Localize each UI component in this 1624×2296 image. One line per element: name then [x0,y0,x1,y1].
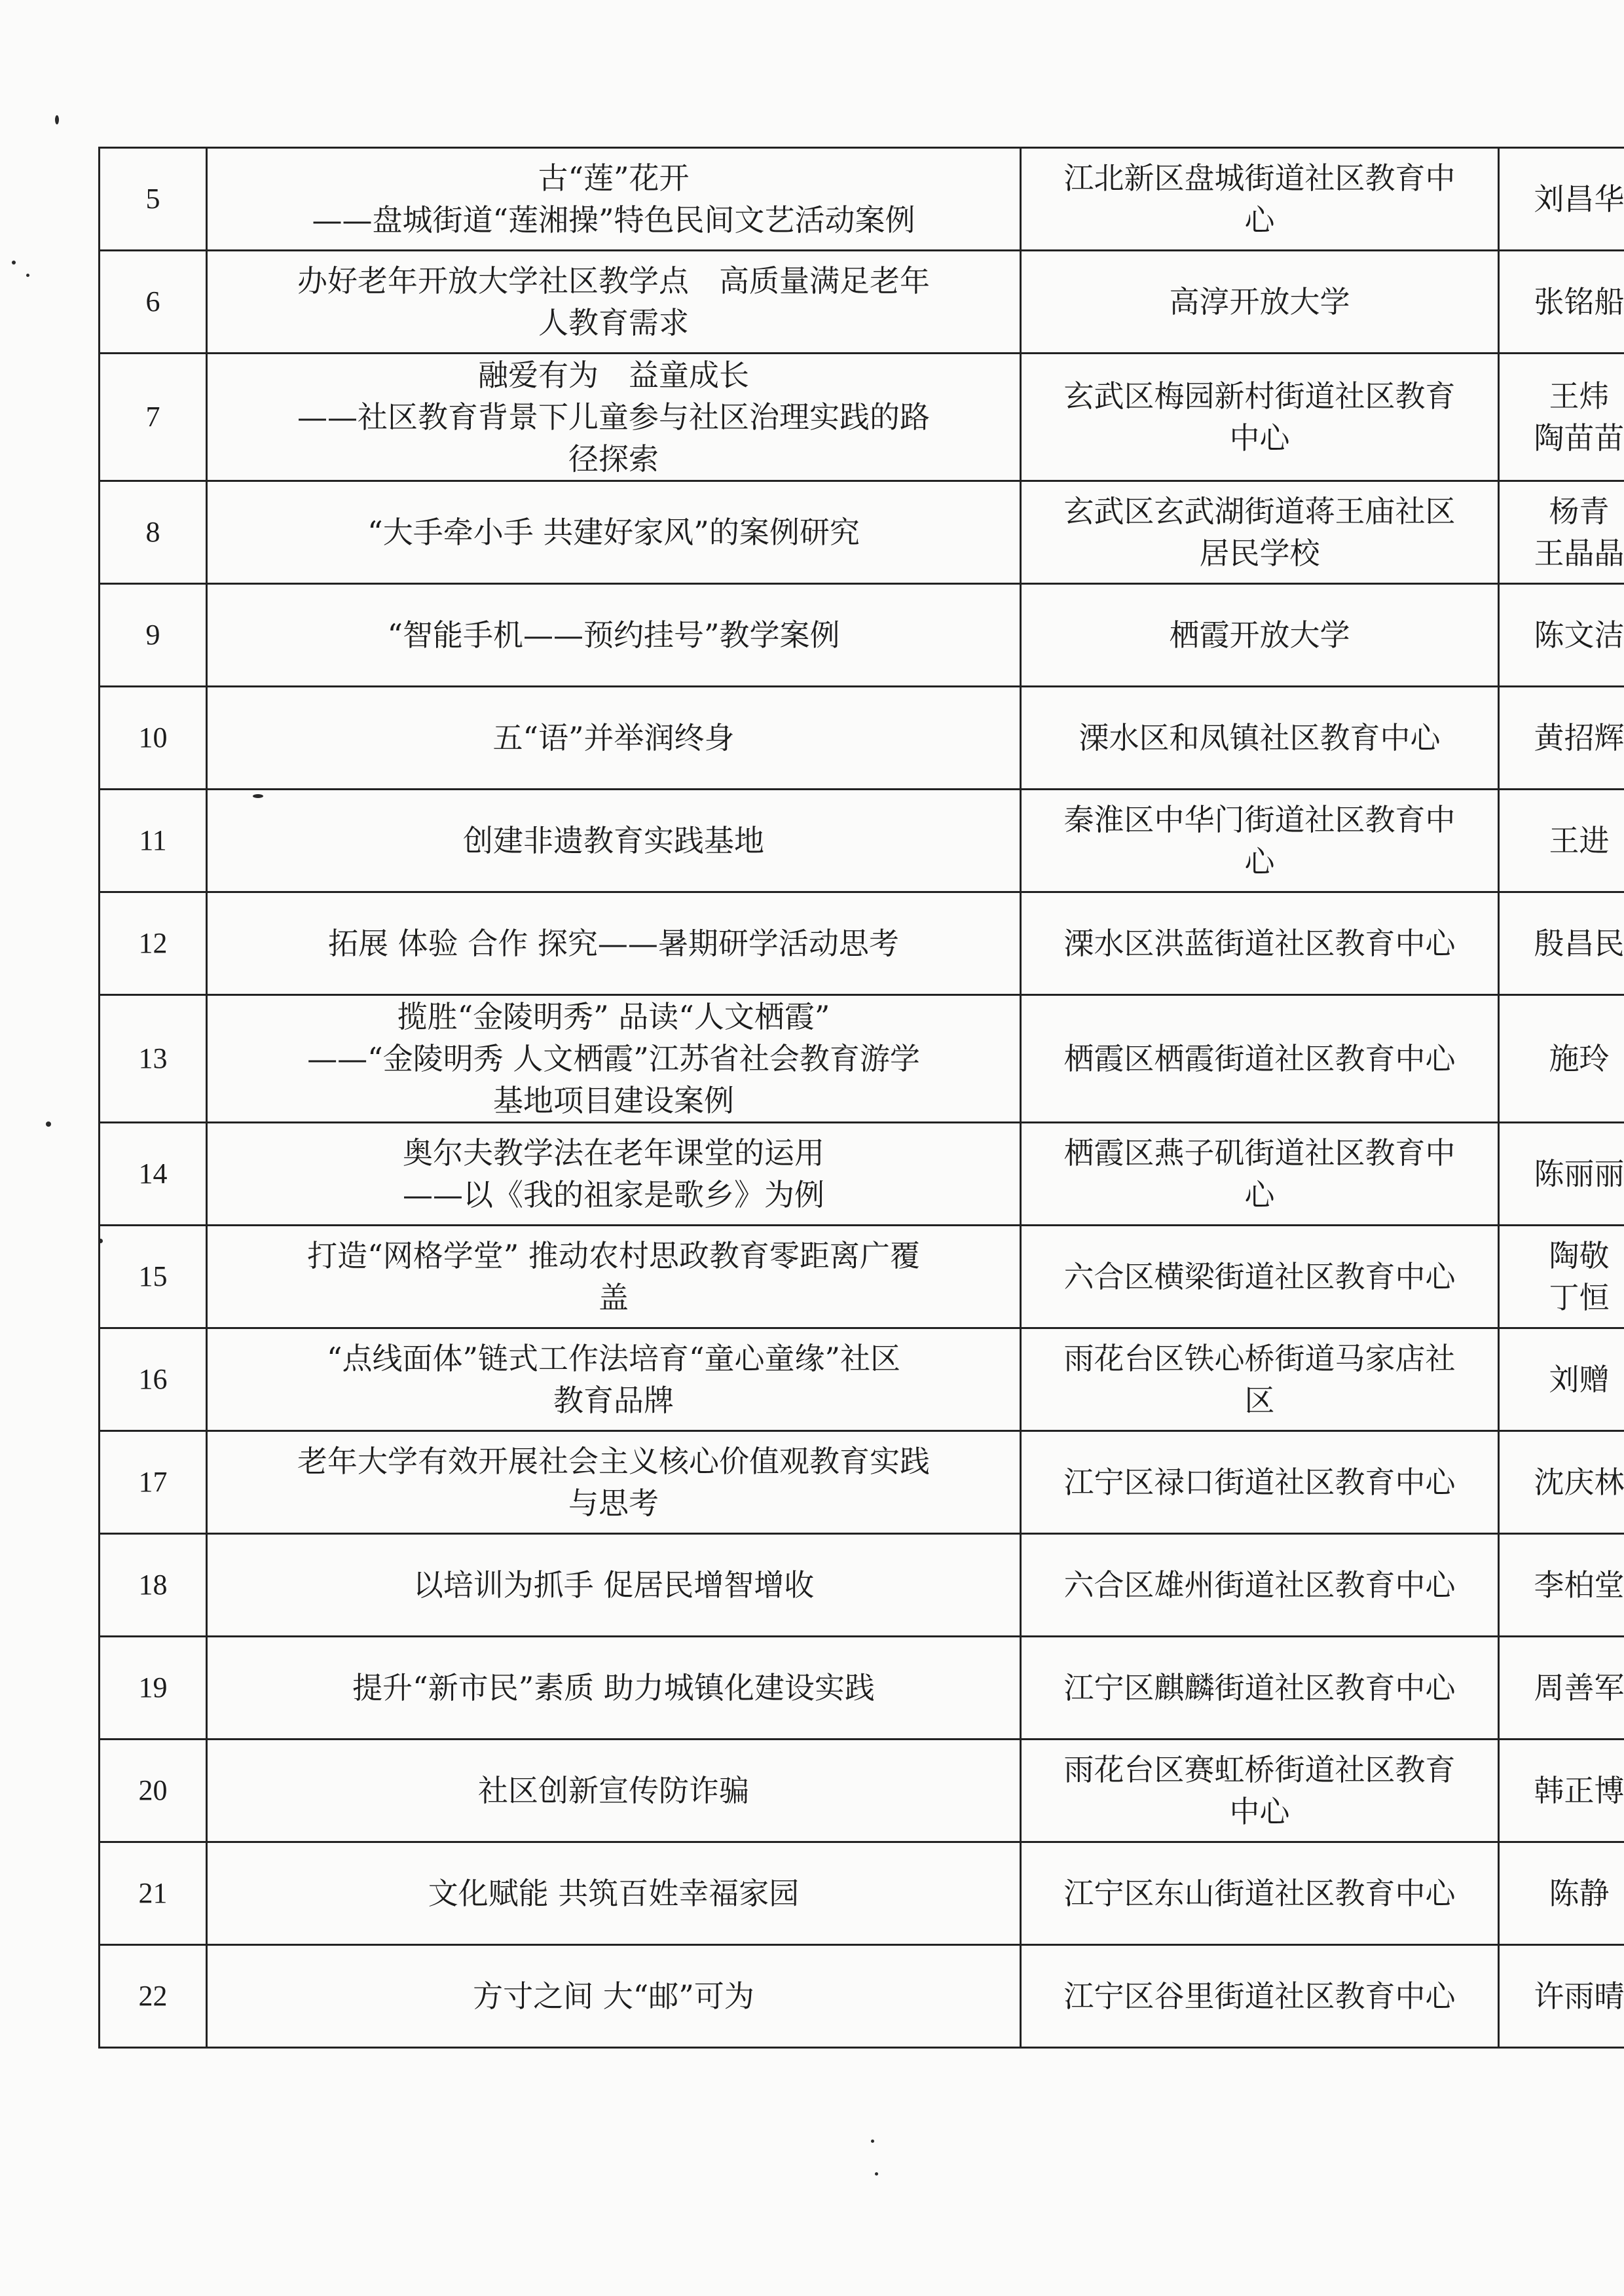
unit-line: 居民学校 [1199,536,1320,571]
unit-cell [1021,790,1499,892]
author-line: 许雨晴 [1534,1978,1624,2014]
row-number-cell: 18 [100,1534,207,1637]
unit-line: 栖霞区栖霞街道社区教育中心 [1063,1041,1456,1076]
unit-cell [1021,1637,1499,1740]
case-title-line: ——“金陵明秀 人文栖霞”江苏省社会教育游学 [307,1041,920,1076]
case-title-cell [207,687,1021,790]
author-line: 刘昌华 [1534,181,1624,217]
case-title-line: 融爱有为 益童成长 [478,357,749,393]
case-title-cell [207,892,1021,995]
row-number-cell: 12 [100,892,207,995]
table-row [100,1740,1624,1842]
unit-line: 雨花台区赛虹桥街道社区教育 [1063,1752,1456,1787]
table-row [100,1328,1624,1431]
case-title-cell [207,790,1021,892]
author-cell [1499,481,1624,584]
unit-line: 玄武区梅园新村街道社区教育 [1063,378,1456,414]
case-title-cell [207,1945,1021,2048]
case-title-cell [207,1123,1021,1226]
unit-cell [1021,1328,1499,1431]
row-number-cell: 6 [100,251,207,354]
case-title-cell [207,1431,1021,1534]
case-title-cell [207,1740,1021,1842]
unit-cell [1021,995,1499,1123]
table-row [100,354,1624,481]
table-row [100,584,1624,687]
unit-line: 中心 [1229,1794,1290,1829]
row-number-cell: 16 [100,1328,207,1431]
row-number-cell: 5 [100,148,207,251]
author-cell [1499,584,1624,687]
case-title-line: ——以《我的祖家是歌乡》为例 [403,1177,824,1212]
author-line: 张铭船 [1534,284,1624,319]
scan-speck [12,261,16,264]
case-title-line: ——社区教育背景下儿童参与社区治理实践的路 [297,399,930,435]
case-title-line: 基地项目建设案例 [493,1083,734,1118]
unit-cell [1021,251,1499,354]
unit-line: 六合区雄州街道社区教育中心 [1063,1567,1456,1603]
author-line: 陈静 [1549,1876,1610,1911]
author-cell [1499,148,1624,251]
unit-cell [1021,1945,1499,2048]
author-cell [1499,1740,1624,1842]
author-cell [1499,790,1624,892]
table-row [100,1534,1624,1637]
unit-cell [1021,584,1499,687]
case-title-line: 古“莲”花开 [538,160,690,196]
row-number-cell: 21 [100,1842,207,1945]
author-line: 韩正博 [1534,1773,1624,1808]
case-title-cell [207,584,1021,687]
table-row [100,687,1624,790]
unit-cell [1021,1226,1499,1328]
table-row [100,148,1624,251]
unit-cell [1021,892,1499,995]
row-number-cell: 10 [100,687,207,790]
case-title-line: 拓展 体验 合作 探究——暑期研学活动思考 [328,926,899,961]
case-title-line: 人教育需求 [538,305,689,340]
author-line: 王炜 [1549,378,1610,414]
case-title-cell [207,148,1021,251]
case-title-line: 办好老年开放大学社区教学点 高质量满足老年 [297,263,930,299]
case-title-line: “点线面体”链式工作法培育“童心童缘”社区 [326,1341,901,1376]
scan-speck [46,1121,51,1127]
unit-line: 栖霞开放大学 [1169,617,1350,653]
table-row [100,790,1624,892]
table-row [100,1123,1624,1226]
author-line: 王晶晶 [1534,536,1624,571]
unit-cell [1021,148,1499,251]
unit-cell [1021,354,1499,481]
row-number-cell: 22 [100,1945,207,2048]
unit-line: 雨花台区铁心桥街道马家店社 [1063,1341,1456,1376]
case-title-line: 揽胜“金陵明秀” 品读“人文栖霞” [397,999,830,1034]
case-title-cell [207,1637,1021,1740]
unit-line: 溧水区洪蓝街道社区教育中心 [1063,926,1456,961]
case-title-line: 打造“网格学堂” 推动农村思政教育零距离广覆 [307,1238,920,1273]
row-number-cell: 14 [100,1123,207,1226]
unit-cell [1021,1842,1499,1945]
scan-speck [875,2172,878,2176]
unit-line: 玄武区玄武湖街道蒋王庙社区 [1063,494,1456,529]
row-number-cell: 17 [100,1431,207,1534]
table-row [100,1945,1624,2048]
unit-line: 心 [1244,202,1275,238]
row-number-cell: 9 [100,584,207,687]
table-row [100,892,1624,995]
table-row [100,1637,1624,1740]
case-title-line: 以培训为抓手 促居民增智增收 [413,1567,815,1603]
author-line: 施玲 [1549,1041,1610,1076]
unit-cell [1021,1431,1499,1534]
author-cell [1499,892,1624,995]
author-cell [1499,1328,1624,1431]
author-line: 陈丽丽 [1534,1156,1624,1192]
case-title-line: “大手牵小手 共建好家风”的案例研究 [367,515,860,550]
author-line: 李柏堂 [1534,1567,1624,1603]
author-cell [1499,1945,1624,2048]
unit-line: 江北新区盘城街道社区教育中 [1063,160,1456,196]
author-line: 刘赠 [1549,1362,1610,1397]
case-title-line: 社区创新宣传防诈骗 [478,1773,749,1808]
unit-line: 栖霞区燕子矶街道社区教育中 [1063,1135,1456,1171]
table-row [100,1842,1624,1945]
case-title-line: 教育品牌 [553,1383,674,1418]
author-line: 殷昌民 [1534,926,1624,961]
author-cell [1499,1842,1624,1945]
case-title-cell [207,481,1021,584]
author-line: 沈庆林 [1534,1465,1624,1500]
table-row [100,1431,1624,1534]
case-list-body [100,148,1624,2048]
case-title-line: 与思考 [568,1485,659,1521]
unit-line: 江宁区东山街道社区教育中心 [1063,1876,1456,1911]
row-number-cell: 11 [100,790,207,892]
author-cell [1499,687,1624,790]
case-title-cell [207,1328,1021,1431]
case-title-line: 奥尔夫教学法在老年课堂的运用 [403,1135,824,1171]
author-cell [1499,1123,1624,1226]
author-cell [1499,1226,1624,1328]
unit-line: 秦淮区中华门街道社区教育中 [1063,802,1456,837]
case-title-line: 方寸之间 大“邮”可为 [473,1978,754,2014]
author-line: 陶苗苗 [1534,420,1624,456]
author-line: 陈文洁 [1534,617,1624,653]
author-cell [1499,251,1624,354]
scan-speck [26,274,29,277]
unit-line: 中心 [1229,420,1290,456]
row-number-cell: 19 [100,1637,207,1740]
unit-line: 江宁区麒麟街道社区教育中心 [1063,1670,1456,1705]
author-line: 陶敬 [1549,1238,1610,1273]
case-list-table [98,147,1624,2049]
table-row [100,1226,1624,1328]
unit-cell [1021,1740,1499,1842]
unit-line: 江宁区谷里街道社区教育中心 [1063,1978,1456,2014]
unit-line: 溧水区和凤镇社区教育中心 [1079,720,1441,756]
author-line: 周善军 [1534,1670,1624,1705]
case-title-cell [207,1534,1021,1637]
case-title-line: 创建非遗教育实践基地 [463,823,764,858]
unit-cell [1021,1123,1499,1226]
row-number-cell: 13 [100,995,207,1123]
table-row [100,251,1624,354]
author-cell [1499,354,1624,481]
case-title-cell [207,251,1021,354]
case-title-line: “智能手机——预约挂号”教学案例 [387,617,840,653]
unit-line: 高淳开放大学 [1169,284,1350,319]
table-row [100,481,1624,584]
case-title-cell [207,1842,1021,1945]
case-title-line: ——盘城街道“莲湘操”特色民间文艺活动案例 [312,202,915,238]
author-line: 杨青 [1549,494,1610,529]
case-title-cell [207,995,1021,1123]
author-cell [1499,1534,1624,1637]
unit-cell [1021,687,1499,790]
case-title-cell [207,1226,1021,1328]
author-cell [1499,1637,1624,1740]
case-title-line: 盖 [599,1280,629,1315]
author-line: 黄招辉 [1534,720,1624,756]
scan-speck [55,115,59,124]
case-title-line: 文化赋能 共筑百姓幸福家园 [428,1876,800,1911]
case-title-line: 提升“新市民”素质 助力城镇化建设实践 [352,1670,875,1705]
unit-cell [1021,1534,1499,1637]
unit-line: 心 [1244,1177,1275,1212]
row-number-cell: 15 [100,1226,207,1328]
author-line: 丁恒 [1549,1280,1610,1315]
author-cell [1499,1431,1624,1534]
case-title-line: 五“语”并举润终身 [492,720,735,756]
row-number-cell: 7 [100,354,207,481]
unit-line: 江宁区禄口街道社区教育中心 [1063,1465,1456,1500]
row-number-cell: 20 [100,1740,207,1842]
scan-speck [871,2140,874,2143]
row-number-cell: 8 [100,481,207,584]
case-title-line: 径探索 [568,441,659,477]
unit-cell [1021,481,1499,584]
unit-line: 心 [1244,844,1275,879]
unit-line: 六合区横梁街道社区教育中心 [1063,1259,1456,1294]
unit-line: 区 [1244,1383,1275,1418]
author-line: 王进 [1549,823,1610,858]
table-row [100,995,1624,1123]
case-title-cell [207,354,1021,481]
author-cell [1499,995,1624,1123]
case-title-line: 老年大学有效开展社会主义核心价值观教育实践 [297,1444,930,1479]
